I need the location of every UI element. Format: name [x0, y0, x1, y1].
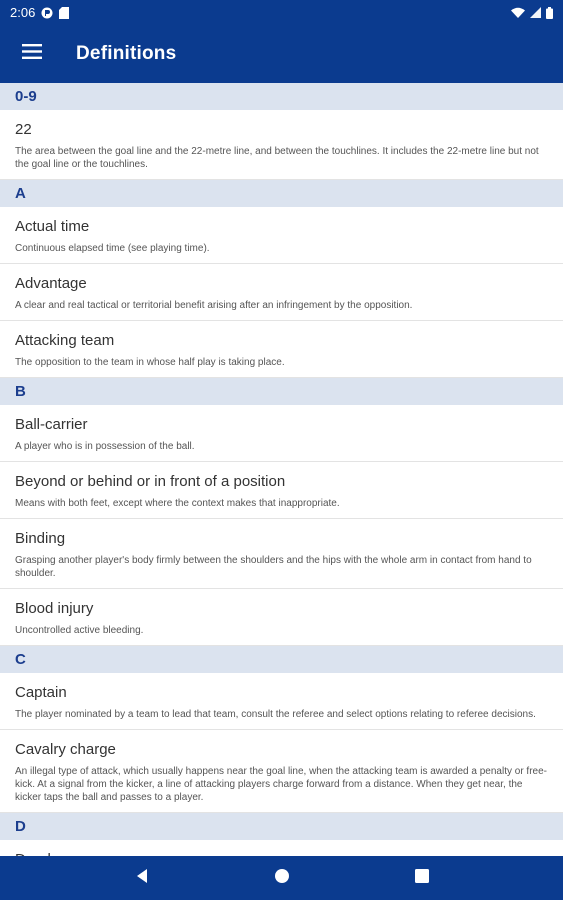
section-header-d: D [0, 813, 563, 840]
list-item[interactable] [0, 589, 563, 646]
list-item[interactable] [0, 730, 563, 813]
item-definition: An illegal type of attack, which usually happens near the goal line, when the attacking team is awarded a penalty or free-kick. At a signal from the kicker, a line of attacking players charge forward from a distance. When they get near, the kicker taps the ball and passes to a player. [15, 766, 547, 803]
item-term: Captain [15, 684, 67, 701]
back-triangle-icon [134, 868, 150, 889]
item-term: Ball-carrier [15, 416, 88, 433]
item-term: 22 [15, 121, 32, 138]
item-term: Advantage [15, 275, 87, 292]
section-header-b: B [0, 378, 563, 405]
item-term: Beyond or behind or in front of a position [15, 473, 286, 490]
menu-button[interactable] [0, 25, 64, 83]
item-definition: Means with both feet, except where the context makes that inappropriate. [15, 498, 340, 509]
definitions-list[interactable] [0, 83, 563, 856]
recents-button[interactable] [402, 858, 442, 898]
recents-square-icon [415, 869, 429, 888]
back-button[interactable] [122, 858, 162, 898]
item-definition: A player who is in possession of the ball. [15, 441, 195, 452]
item-definition: The player nominated by a team to lead that team, consult the referee and select options relating to referee decisions. [15, 709, 536, 720]
section-header-c: C [0, 646, 563, 673]
section-header-a: A [0, 180, 563, 207]
list-item[interactable] [0, 673, 563, 730]
list-item[interactable] [0, 207, 563, 264]
home-circle-icon [274, 868, 290, 889]
item-term: Actual time [15, 218, 90, 235]
section-header-0-9: 0-9 [0, 83, 563, 110]
system-nav-bar [0, 856, 563, 900]
item-term: Binding [15, 530, 66, 547]
wifi-icon [511, 7, 525, 18]
item-term: Cavalry charge [15, 741, 116, 758]
item-term: Attacking team [15, 332, 115, 349]
home-button[interactable] [262, 858, 302, 898]
list-item[interactable] [0, 321, 563, 378]
list-item[interactable] [0, 110, 563, 180]
item-definition: A clear and real tactical or territorial benefit arising after an infringement by the opposition. [15, 300, 413, 311]
list-item[interactable] [0, 462, 563, 519]
list-item[interactable] [0, 264, 563, 321]
list-item[interactable] [0, 519, 563, 589]
item-definition: The area between the goal line and the 22-metre line, and between the touchlines. It includes the 22-metre line but not the goal line or the touchlines. [15, 146, 539, 170]
status-bar [0, 0, 563, 25]
page-title: Definitions [76, 43, 177, 64]
status-time: 2:06 [10, 5, 36, 20]
signal-icon [530, 7, 541, 18]
item-term: Blood injury [15, 600, 94, 617]
list-item[interactable] [0, 405, 563, 462]
item-definition: The opposition to the team in whose half play is taking place. [15, 357, 285, 368]
item-definition: Continuous elapsed time (see playing time). [15, 243, 210, 254]
sd-card-icon [59, 7, 69, 19]
item-definition: Uncontrolled active bleeding. [15, 625, 144, 636]
notification-icon [41, 7, 53, 19]
battery-icon [546, 7, 553, 19]
hamburger-menu-icon [22, 44, 42, 64]
item-definition: Grasping another player's body firmly between the shoulders and the hips with the whole arm in contact from hand to shoulder. [15, 555, 532, 579]
app-bar [0, 25, 563, 83]
